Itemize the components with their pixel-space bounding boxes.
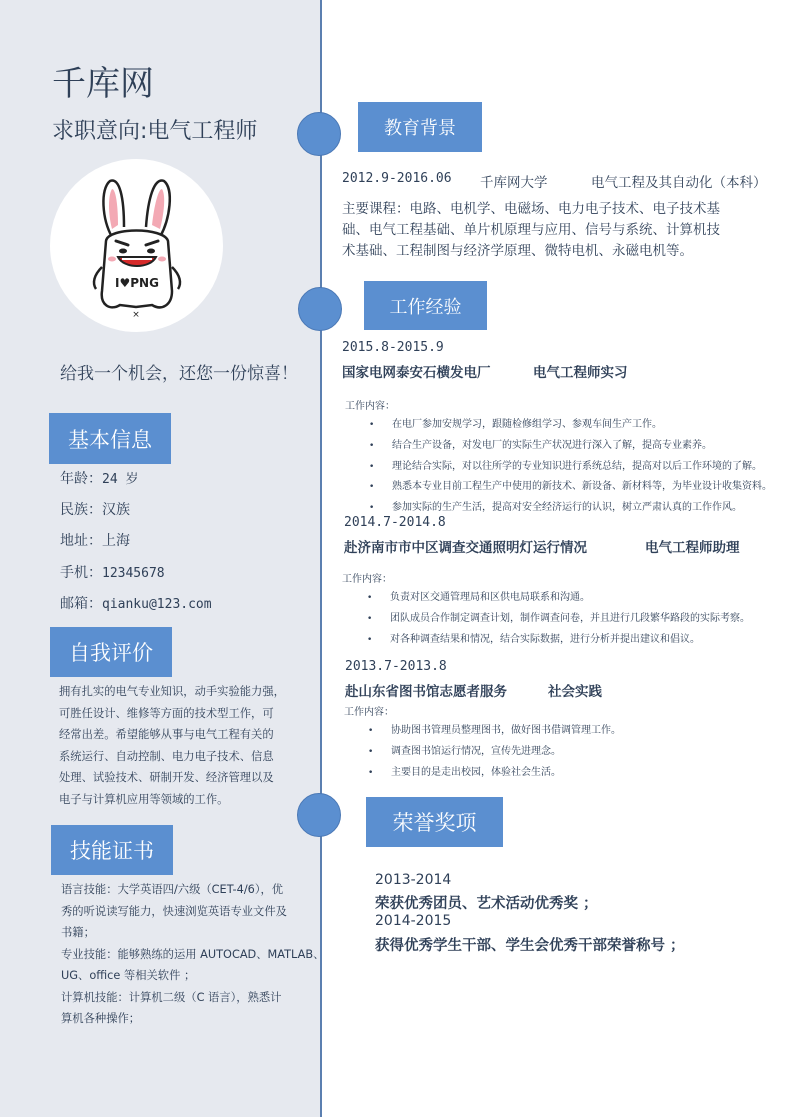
basic-info-heading: 基本信息 <box>49 413 171 464</box>
self-eval-line: 电子与计算机应用等领域的工作。 <box>59 792 229 806</box>
motto: 给我一个机会，还您一份惊喜！ <box>60 364 298 384</box>
job-role: 电气工程师实习 <box>533 365 628 381</box>
honors-heading: 荣誉奖项 <box>366 797 503 847</box>
avatar-logo-text: I♥PNG <box>115 276 159 290</box>
course-line: 主要课程：电路、电机学、电磁场、电力电子技术、电子技术基 <box>342 201 720 217</box>
self-eval-line: 经常出差。希望能够从事与电气工程有关的 <box>59 728 274 741</box>
job-company: 赴山东省图书馆志愿者服务 <box>345 684 507 700</box>
info-value: qianku@123.com <box>102 597 212 612</box>
info-value: 上海 <box>102 533 130 549</box>
list-item: • 主要目的是走出校园，体验社会生活。 <box>368 766 561 778</box>
info-label: 年龄： <box>60 471 102 487</box>
skills-line: 语言技能：大学英语四/六级（CET-4/6），优 <box>61 883 284 896</box>
list-item: • 理论结合实际，对以往所学的专业知识进行系统总结，提高对以后工作环境的了解。 <box>369 460 762 472</box>
bunny-avatar-icon <box>50 159 223 332</box>
info-label: 手机： <box>60 565 102 581</box>
skills-line: 专业技能：能够熟练的运用 AUTOCAD、MATLAB、 <box>61 947 325 961</box>
info-value: 汉族 <box>102 502 130 518</box>
skills-heading: 技能证书 <box>51 825 173 875</box>
self-eval-line: 处理、试验技术、研制开发、经济管理以及 <box>59 771 274 784</box>
job-period: 2013.7-2013.8 <box>345 659 447 674</box>
job-duties-list <box>368 724 621 786</box>
honor-year: 2013-2014 <box>375 872 452 888</box>
skills-line: 秀的听说读写能力，快速浏览英语专业文件及 <box>61 904 287 918</box>
list-item: • 结合生产设备，对发电厂的实际生产状况进行深入了解，提高专业素养。 <box>369 439 712 451</box>
self-eval-line: 系统运行、自动控制、电力电子技术、信息 <box>59 749 274 763</box>
info-row-phone <box>60 562 165 582</box>
info-row-age <box>60 468 138 488</box>
skills-text <box>61 879 324 1030</box>
list-item: • 团队成员合作制定调查计划，制作调查问卷，并且进行几段繁华路段的实际考察。 <box>367 612 750 624</box>
job-duties-label: 工作内容： <box>345 401 395 412</box>
list-item: • 协助图书管理员整理图书，做好图书借调管理工作。 <box>368 725 621 736</box>
candidate-name: 千库网 <box>52 64 154 104</box>
job-duties-list <box>367 591 750 653</box>
self-eval-heading: 自我评价 <box>50 627 172 677</box>
info-row-address <box>60 530 130 550</box>
job-role: 社会实践 <box>548 684 602 700</box>
list-item: • 参加实际的生产生活，提高对安全经济运行的认识，树立严肃认真的工作作风。 <box>369 502 742 514</box>
info-row-email <box>60 593 212 613</box>
list-item: • 对各种调查结果和情况，结合实际数据，进行分析并提出建议和倡议。 <box>367 633 700 645</box>
work-heading: 工作经验 <box>364 281 487 330</box>
job-period: 2014.7-2014.8 <box>344 515 446 530</box>
list-item: • 熟悉本专业目前工程生产中使用的新技术、新设备、新材料等，为毕业设计收集资料。 <box>369 481 772 493</box>
info-label: 邮箱： <box>60 596 102 612</box>
honor-year: 2014-2015 <box>375 913 452 929</box>
education-courses <box>342 199 762 262</box>
self-eval-line: 拥有扎实的电气专业知识，动手实验能力强， <box>59 685 285 698</box>
job-company: 赴济南市市中区调查交通照明灯运行情况 <box>344 540 587 556</box>
avatar <box>50 159 223 332</box>
list-item: • 在电厂参加安规学习，跟随检修组学习、参观车间生产工作。 <box>369 419 662 430</box>
education-period: 2012.9-2016.06 <box>342 171 452 186</box>
info-label: 民族： <box>60 502 102 518</box>
job-company: 国家电网泰安石横发电厂 <box>342 365 491 381</box>
honor-text: 获得优秀学生干部、学生会优秀干部荣誉称号 ； <box>375 938 685 954</box>
info-label: 地址： <box>60 533 102 549</box>
info-value: 12345678 <box>102 566 165 581</box>
education-heading: 教育背景 <box>358 102 482 152</box>
job-duties-label: 工作内容： <box>342 574 392 585</box>
job-objective: 求职意向:电气工程师 <box>52 119 258 144</box>
job-period: 2015.8-2015.9 <box>342 340 444 355</box>
skills-line: 书籍； <box>61 926 95 939</box>
course-line: 础、电气工程基础、单片机原理与应用、信号与系统、计算机技 <box>342 222 720 238</box>
info-value: 24 岁 <box>102 472 139 487</box>
self-eval-text <box>59 681 285 810</box>
skills-line: 计算机技能：计算机二级（C 语言），熟悉计 <box>61 990 282 1004</box>
course-line: 术基础、工程制图与经济学原理、微特电机、永磁电机等。 <box>342 243 693 259</box>
education-major: 电气工程及其自动化（本科） <box>591 175 767 191</box>
skills-line: 算机各种操作； <box>61 1012 141 1025</box>
job-duties-label: 工作内容： <box>344 707 394 718</box>
skills-line: UG、office 等相关软件 ； <box>61 969 196 982</box>
svg-text:×: × <box>132 310 140 320</box>
job-duties-list <box>369 418 772 522</box>
timeline-dot-education <box>297 112 341 156</box>
job-role: 电气工程师助理 <box>645 540 740 556</box>
self-eval-line: 可胜任设计、维修等方面的技术型工作，可 <box>59 706 274 720</box>
honor-text: 荣获优秀团员、艺术活动优秀奖 ； <box>375 896 598 912</box>
timeline-dot-honors <box>297 793 341 837</box>
list-item: • 负责对区交通管理局和区供电局联系和沟通。 <box>367 592 590 603</box>
education-school: 千库网大学 <box>480 175 548 191</box>
list-item: • 调查图书馆运行情况，宣传先进理念。 <box>368 745 561 757</box>
info-row-ethnicity <box>60 499 130 519</box>
timeline-dot-work <box>298 287 342 331</box>
